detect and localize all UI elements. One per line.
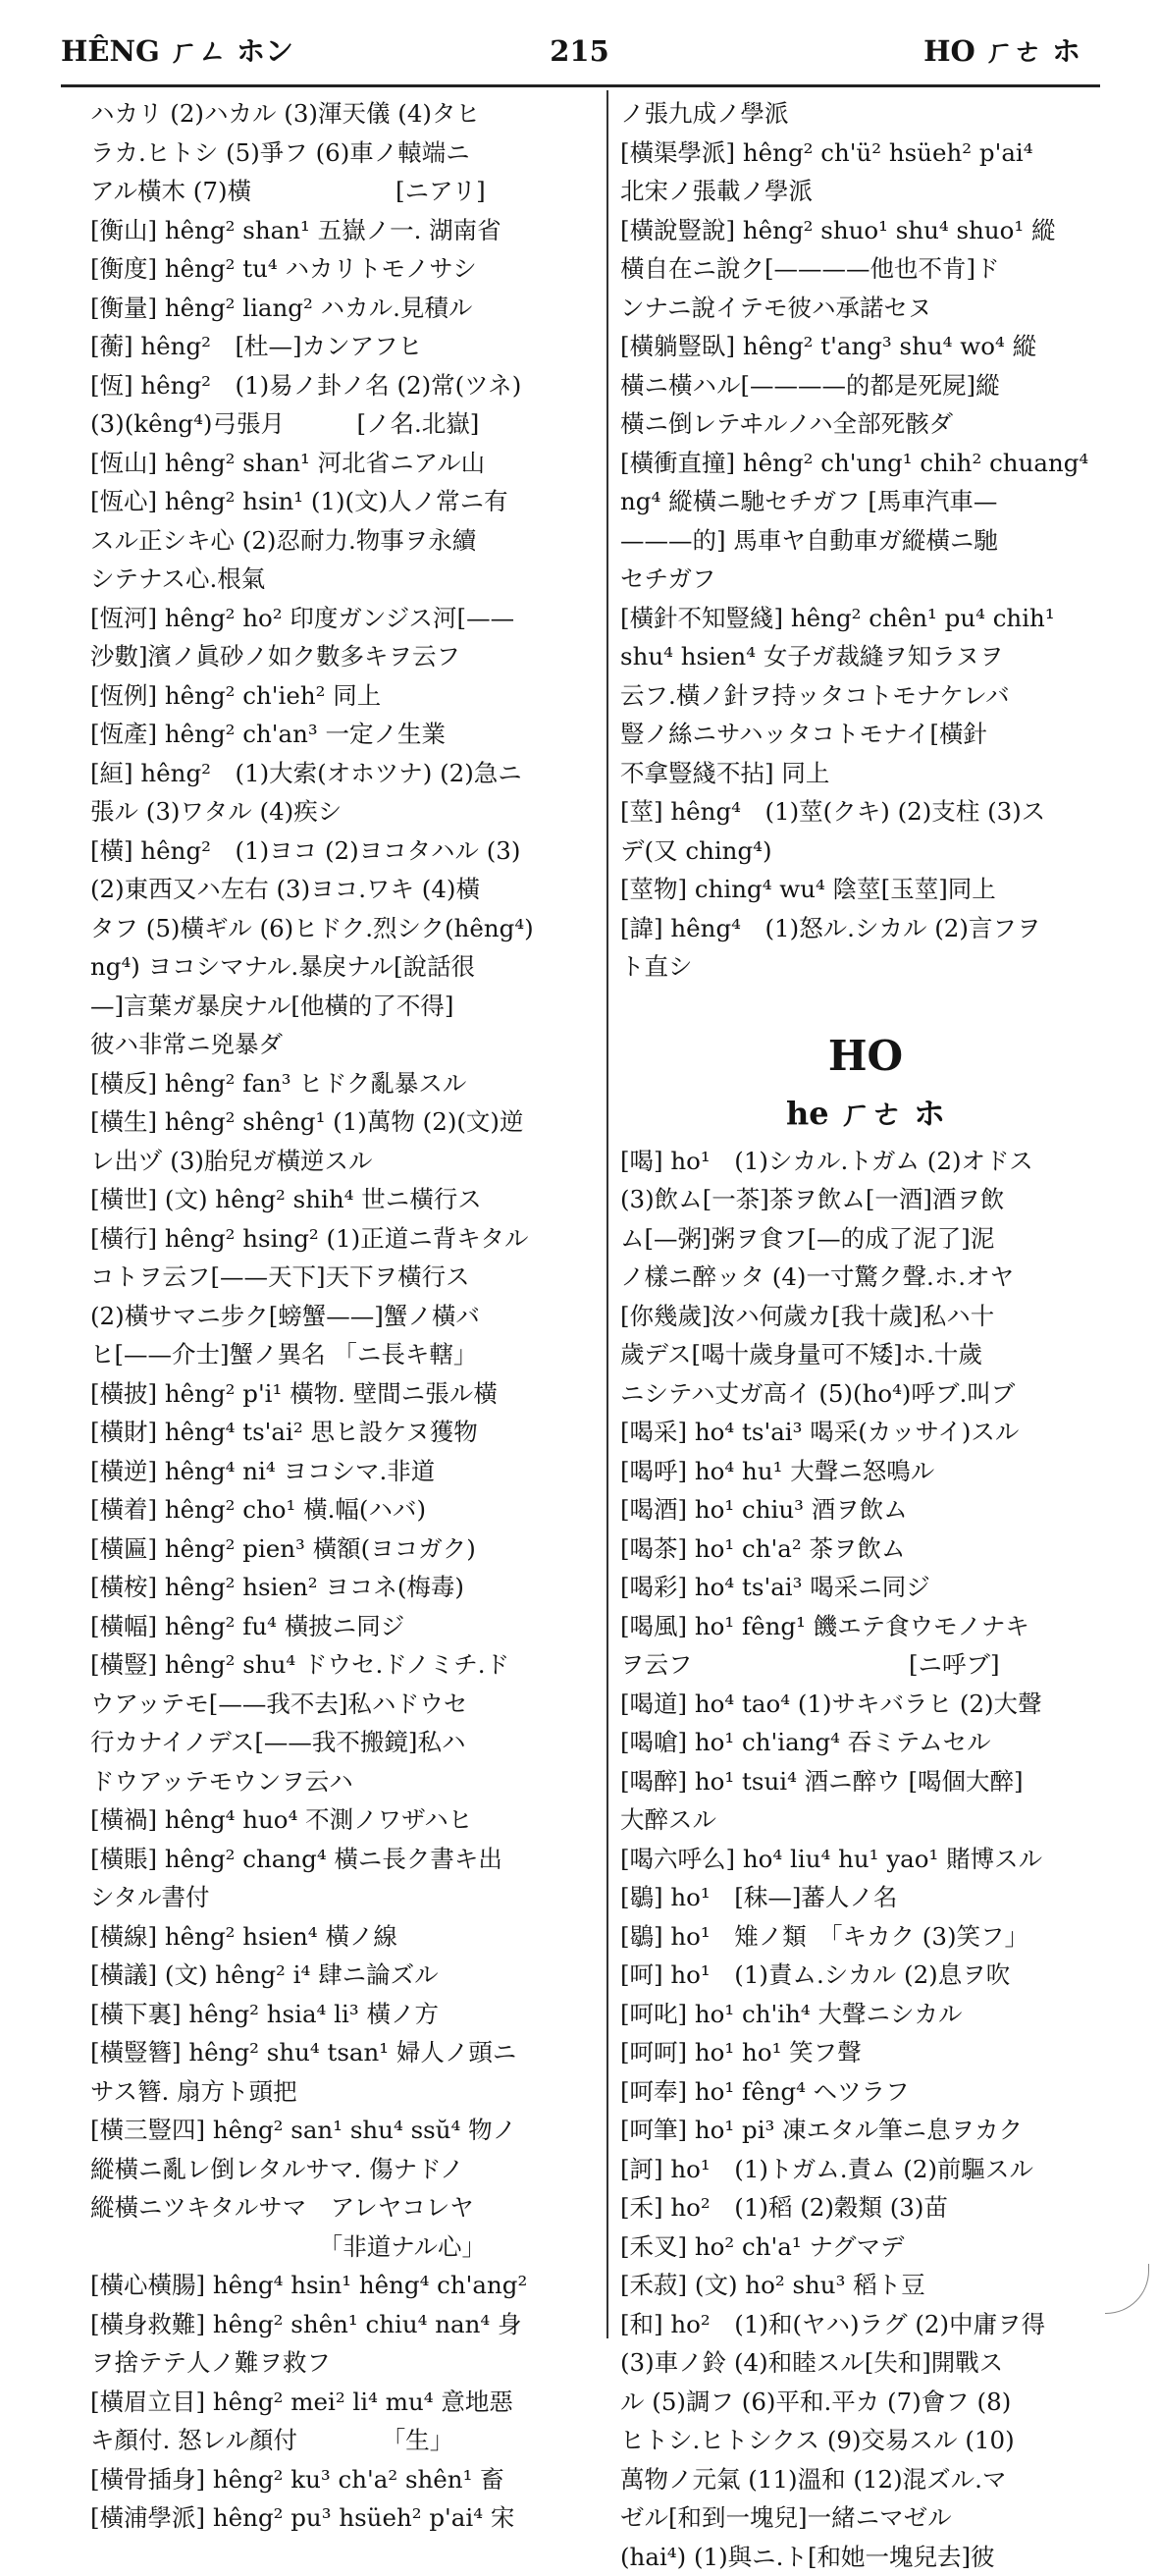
dictionary-line: ノ樣ニ醉ッタ (4)一寸驚ク聲.ホ.オヤ	[620, 1258, 1111, 1297]
dictionary-line: [鶡] ho¹ [秣—]蕃人ノ名	[620, 1878, 1111, 1917]
dictionary-line: [喝] ho¹ (1)シカル.トガム (2)オドス	[620, 1142, 1111, 1181]
dictionary-line: [橫幅] hêng² fu⁴ 橫披ニ同ジ	[90, 1607, 595, 1646]
dictionary-line: [莖物] ching⁴ wu⁴ 陰莖[玉莖]同上	[620, 870, 1111, 909]
dictionary-line: [衡量] hêng² liang² ハカル.見積ル	[90, 289, 595, 328]
dictionary-line: ラカ.ヒトシ (5)爭フ (6)車ノ轅端ニ	[90, 134, 595, 173]
dictionary-line: [橫逆] hêng⁴ ni⁴ ヨコシマ.非道	[90, 1452, 595, 1491]
dictionary-line: ト直シ	[620, 947, 1111, 987]
right-column-entries-bottom	[620, 1142, 1111, 2576]
dictionary-line: 歲デス[喝十歲身量可不矮]ホ.十歲	[620, 1335, 1111, 1374]
dictionary-line: [禾叉] ho² ch'a¹ ナグマデ	[620, 2227, 1111, 2267]
dictionary-line: デ(又 ching⁴)	[620, 832, 1111, 871]
dictionary-line: ng⁴) ヨコシマナル.暴戾ナル[說話很	[90, 947, 595, 987]
section-subtitle: he ㄏㄜ ホ	[620, 1091, 1111, 1136]
dictionary-line: (3)(kêng⁴)弓張月 [ノ名.北嶽]	[90, 404, 595, 444]
dictionary-line: [橫披] hêng² p'i¹ 橫物. 壁間ニ張ル橫	[90, 1374, 595, 1414]
dictionary-line: 萬物ノ元氣 (11)溫和 (12)混ズル.マ	[620, 2460, 1111, 2499]
dictionary-line: 橫ニ倒レテヰルノハ全部死骸ダ	[620, 404, 1111, 444]
dictionary-line: 不拿豎綫不拈] 同上	[620, 754, 1111, 793]
dictionary-line: キ顏付. 怒レル顏付 「生」	[90, 2421, 595, 2460]
column-divider	[606, 90, 608, 2338]
dictionary-line: [衡度] hêng² tu⁴ ハカリトモノサシ	[90, 249, 595, 289]
dictionary-line: [橫三豎四] hêng² san¹ shu⁴ ssŭ⁴ 物ノ	[90, 2111, 595, 2150]
dictionary-line: ル (5)調フ (6)平和.平カ (7)會フ (8)	[620, 2383, 1111, 2422]
dictionary-line: (2)橫サマニ步ク[螃蟹——]蟹ノ橫バ	[90, 1297, 595, 1336]
dictionary-line: [喝茶] ho¹ ch'a² 茶ヲ飲ム	[620, 1530, 1111, 1569]
right-column	[620, 94, 1111, 2576]
dictionary-line: [喝酒] ho¹ chiu³ 酒ヲ飲ム	[620, 1490, 1111, 1530]
page-number: 215	[0, 29, 1159, 73]
right-column-entries-top	[620, 94, 1111, 987]
dictionary-line: [喝呼] ho⁴ hu¹ 大聲ニ怒鳴ル	[620, 1452, 1111, 1491]
dictionary-line: [喝醉] ho¹ tsui⁴ 酒ニ醉ウ [喝個大醉]	[620, 1762, 1111, 1801]
section-title: HO	[620, 1022, 1111, 1091]
dictionary-line: [呵叱] ho¹ ch'ih⁴ 大聲ニシカル	[620, 1995, 1111, 2034]
dictionary-line: (2)東西又ハ左右 (3)ヨコ.ワキ (4)橫	[90, 870, 595, 909]
dictionary-line: [橫豎] hêng² shu⁴ ドウセ.ドノミチ.ド	[90, 1645, 595, 1685]
dictionary-line: [喝道] ho⁴ tao⁴ (1)サキバラヒ (2)大聲	[620, 1685, 1111, 1724]
dictionary-line: 行カナイノデス[——我不搬鏡]私ハ	[90, 1723, 595, 1762]
dictionary-line: [橫渠學派] hêng² ch'ü² hsüeh² p'ai⁴	[620, 134, 1111, 173]
dictionary-line: 縱橫ニ亂レ倒レタルサマ. 傷ナドノ	[90, 2150, 595, 2189]
dictionary-line: [橫浦學派] hêng² pu³ hsüeh² p'ai⁴ 宋	[90, 2498, 595, 2538]
dictionary-line: [恆產] hêng² ch'an³ 一定ノ生業	[90, 715, 595, 754]
dictionary-line: 張ル (3)ワタル (4)疾シ	[90, 792, 595, 832]
dictionary-line: [恆山] hêng² shan¹ 河北省ニアル山	[90, 444, 595, 483]
dictionary-line: [橫財] hêng⁴ ts'ai² 思ヒ設ケヌ獲物	[90, 1413, 595, 1452]
dictionary-line: [橫豎簪] hêng² shu⁴ tsan¹ 婦人ノ頭ニ	[90, 2033, 595, 2072]
dictionary-line: [恆心] hêng² hsin¹ (1)(文)人ノ常ニ有	[90, 482, 595, 521]
dictionary-line: [橫桉] hêng² hsien² ヨコネ(梅毒)	[90, 1568, 595, 1607]
dictionary-line: [喝采] ho⁴ ts'ai³ 喝采(カッサイ)スル	[620, 1413, 1111, 1452]
dictionary-line: ———的] 馬車ヤ自動車ガ縱橫ニ馳	[620, 521, 1111, 561]
dictionary-line: スル正シキ心 (2)忍耐力.物事ヲ永續	[90, 521, 595, 561]
dictionary-line: [莖] hêng⁴ (1)莖(クキ) (2)支柱 (3)ス	[620, 792, 1111, 832]
dictionary-line: タフ (5)橫ギル (6)ヒドク.烈シク(hêng⁴)	[90, 909, 595, 948]
dictionary-line: ヲ云フ [ニ呼ブ]	[620, 1645, 1111, 1685]
dictionary-line: アル橫木 (7)橫 [ニアリ]	[90, 172, 595, 211]
left-column	[90, 94, 595, 2538]
dictionary-line: [禾] ho² (1)稻 (2)穀類 (3)苗	[620, 2188, 1111, 2227]
running-head-left: HÊNG ㄏㄥ ホン	[61, 29, 293, 73]
dictionary-line: ドウアッテモウンヲ云ハ	[90, 1762, 595, 1801]
dictionary-line: ノ張九成ノ學派	[620, 94, 1111, 134]
dictionary-line: ヒトシ.ヒトシクス (9)交易スル (10)	[620, 2421, 1111, 2460]
dictionary-line: [衡山] hêng² shan¹ 五嶽ノ一. 湖南省	[90, 211, 595, 250]
dictionary-line: [橫衝直撞] hêng² ch'ung¹ chih² chuang⁴	[620, 444, 1111, 483]
dictionary-line: [呵呵] ho¹ ho¹ 笑フ聲	[620, 2033, 1111, 2072]
dictionary-line: [橫心橫腸] hêng⁴ hsin¹ hêng⁴ ch'ang²	[90, 2266, 595, 2305]
dictionary-line: [橫身救難] hêng² shên¹ chiu⁴ nan⁴ 身	[90, 2305, 595, 2344]
dictionary-line: ヲ捨テテ人ノ難ヲ救フ	[90, 2343, 595, 2383]
dictionary-line: ンナニ說イテモ彼ハ承諾セヌ	[620, 289, 1111, 328]
dictionary-line: [絙] hêng² (1)大索(オホツナ) (2)急ニ	[90, 754, 595, 793]
dictionary-line: [橫線] hêng² hsien⁴ 橫ノ線	[90, 1917, 595, 1957]
dictionary-line: [呵] ho¹ (1)責ム.シカル (2)息ヲ吹	[620, 1956, 1111, 1995]
dictionary-line: [橫匾] hêng² pien³ 橫額(ヨコガク)	[90, 1530, 595, 1569]
dictionary-line: 云フ.橫ノ針ヲ持ッタコトモナケレバ	[620, 676, 1111, 716]
dictionary-line: 沙數]濱ノ眞砂ノ如ク數多キヲ云フ	[90, 637, 595, 676]
dictionary-line: [禾菽] (文) ho² shu³ 稻ト豆	[620, 2266, 1111, 2305]
dictionary-line: [橫議] (文) hêng² i⁴ 肆ニ論ズル	[90, 1956, 595, 1995]
dictionary-line: [橫眉立目] hêng² mei² li⁴ mu⁴ 意地惡	[90, 2383, 595, 2422]
dictionary-line: [呵筆] ho¹ pi³ 凍エタル筆ニ息ヲカク	[620, 2111, 1111, 2150]
dictionary-line: シテナス心.根氣	[90, 560, 595, 599]
dictionary-line: [橫骨插身] hêng² ku³ ch'a² shên¹ 畜	[90, 2460, 595, 2499]
dictionary-line: ニシテハ丈ガ高イ (5)(ho⁴)呼ブ.叫ブ	[620, 1374, 1111, 1414]
dictionary-line: [橫針不知豎綫] hêng² chên¹ pu⁴ chih¹	[620, 599, 1111, 638]
dictionary-line: shu⁴ hsien⁴ 女子ガ裁縫ヲ知ラヌヲ	[620, 637, 1111, 676]
dictionary-line: —]言葉ガ暴戾ナル[他橫的了不得]	[90, 987, 595, 1026]
dictionary-line: [喝風] ho¹ fêng¹ 饑エテ食ウモノナキ	[620, 1607, 1111, 1646]
dictionary-line: ヒ[——介士]蟹ノ異名 「ニ長キ轄」	[90, 1335, 595, 1374]
dictionary-line: [橫禍] hêng⁴ huo⁴ 不測ノワザハヒ	[90, 1800, 595, 1840]
dictionary-line: ゼル[和到一塊兒]一緒ニマゼル	[620, 2498, 1111, 2538]
dictionary-line: セチガフ	[620, 560, 1111, 599]
dictionary-line: [和] ho² (1)和(ヤハ)ラグ (2)中庸ヲ得	[620, 2305, 1111, 2344]
dictionary-line: サス簪. 扇方ト頭把	[90, 2072, 595, 2112]
dictionary-line: [鶡] ho¹ 雉ノ類 「キカク (3)笑フ」	[620, 1917, 1111, 1957]
dictionary-line: [喝彩] ho⁴ ts'ai³ 喝采ニ同ジ	[620, 1568, 1111, 1607]
dictionary-line: ウアッテモ[——我不去]私ハドウセ	[90, 1685, 595, 1724]
dictionary-line: [蘅] hêng² [杜—]カンアフヒ	[90, 327, 595, 366]
dictionary-line: ng⁴ 縱橫ニ馳セチガフ [馬車汽車—	[620, 482, 1111, 521]
dictionary-line: ハカリ (2)ハカル (3)渾天儀 (4)タヒ	[90, 94, 595, 134]
dictionary-line: (3)車ノ鈴 (4)和睦スル[失和]開戰ス	[620, 2343, 1111, 2383]
dictionary-line: [呵奉] ho¹ fêng⁴ ヘツラフ	[620, 2072, 1111, 2112]
dictionary-line: [喝嗆] ho¹ ch'iang⁴ 吞ミテムセル	[620, 1723, 1111, 1762]
dictionary-line: [諱] hêng⁴ (1)怒ル.シカル (2)言フヲ	[620, 909, 1111, 948]
running-head-right: HO ㄏㄜ ホ	[923, 29, 1080, 73]
dictionary-line: 縱橫ニツキタルサマ アレヤコレヤ	[90, 2188, 595, 2227]
dictionary-line: [橫反] hêng² fan³ ヒドク亂暴スル	[90, 1064, 595, 1103]
dictionary-line: シタル書付	[90, 1878, 595, 1917]
dictionary-line: 北宋ノ張載ノ學派	[620, 172, 1111, 211]
dictionary-line: [橫] hêng² (1)ヨコ (2)ヨコタハル (3)	[90, 832, 595, 871]
dictionary-line: 大醉スル	[620, 1800, 1111, 1840]
dictionary-line: [你幾歲]汝ハ何歲カ[我十歲]私ハ十	[620, 1297, 1111, 1336]
dictionary-line: (3)飲ム[一茶]茶ヲ飲ム[一酒]酒ヲ飲	[620, 1180, 1111, 1219]
dictionary-line: [恆例] hêng² ch'ieh² 同上	[90, 676, 595, 716]
dictionary-line: 豎ノ絲ニサハッタコトモナイ[橫針	[620, 715, 1111, 754]
dictionary-line: コトヲ云フ[——天下]天下ヲ橫行ス	[90, 1258, 595, 1297]
dictionary-line: 「非道ナル心」	[90, 2227, 595, 2267]
dictionary-line: [橫躺豎臥] hêng² t'ang³ shu⁴ wo⁴ 縱	[620, 327, 1111, 366]
dictionary-line: [橫着] hêng² cho¹ 橫.幅(ハバ)	[90, 1490, 595, 1530]
dictionary-line: [喝六呼么] ho⁴ liu⁴ hu¹ yao¹ 賭博スル	[620, 1840, 1111, 1879]
dictionary-line: 橫ニ橫ハル[————的都是死屍]縱	[620, 366, 1111, 405]
dictionary-line: [橫下裏] hêng² hsia⁴ li³ 橫ノ方	[90, 1995, 595, 2034]
dictionary-line: ム[—粥]粥ヲ食フ[—的成了泥了]泥	[620, 1219, 1111, 1259]
dictionary-line: [橫說豎說] hêng² shuo¹ shu⁴ shuo¹ 縱	[620, 211, 1111, 250]
dictionary-line: [橫生] hêng² shêng¹ (1)萬物 (2)(文)逆	[90, 1102, 595, 1142]
header-rule	[61, 84, 1100, 87]
dictionary-line: [恆河] hêng² ho² 印度ガンジス河[——	[90, 599, 595, 638]
dictionary-line: [橫行] hêng² hsing² (1)正道ニ背キタル	[90, 1219, 595, 1259]
dictionary-line: [恆] hêng² (1)易ノ卦ノ名 (2)常(ツネ)	[90, 366, 595, 405]
dictionary-line: [訶] ho¹ (1)トガム.責ム (2)前驅スル	[620, 2150, 1111, 2189]
dictionary-line: 彼ハ非常ニ兇暴ダ	[90, 1025, 595, 1064]
dictionary-line: 橫自在ニ說ク[————他也不肯]ド	[620, 249, 1111, 289]
page-corner-mark	[1105, 2264, 1149, 2314]
dictionary-line: [橫世] (文) hêng² shih⁴ 世ニ橫行ス	[90, 1180, 595, 1219]
dictionary-line: レ出ヅ (3)胎兒ガ橫逆スル	[90, 1142, 595, 1181]
dictionary-line: (hai⁴) (1)與ニ.ト[和她一塊兒去]彼	[620, 2538, 1111, 2576]
dictionary-line: [橫賬] hêng² chang⁴ 橫ニ長ク書キ出	[90, 1840, 595, 1879]
